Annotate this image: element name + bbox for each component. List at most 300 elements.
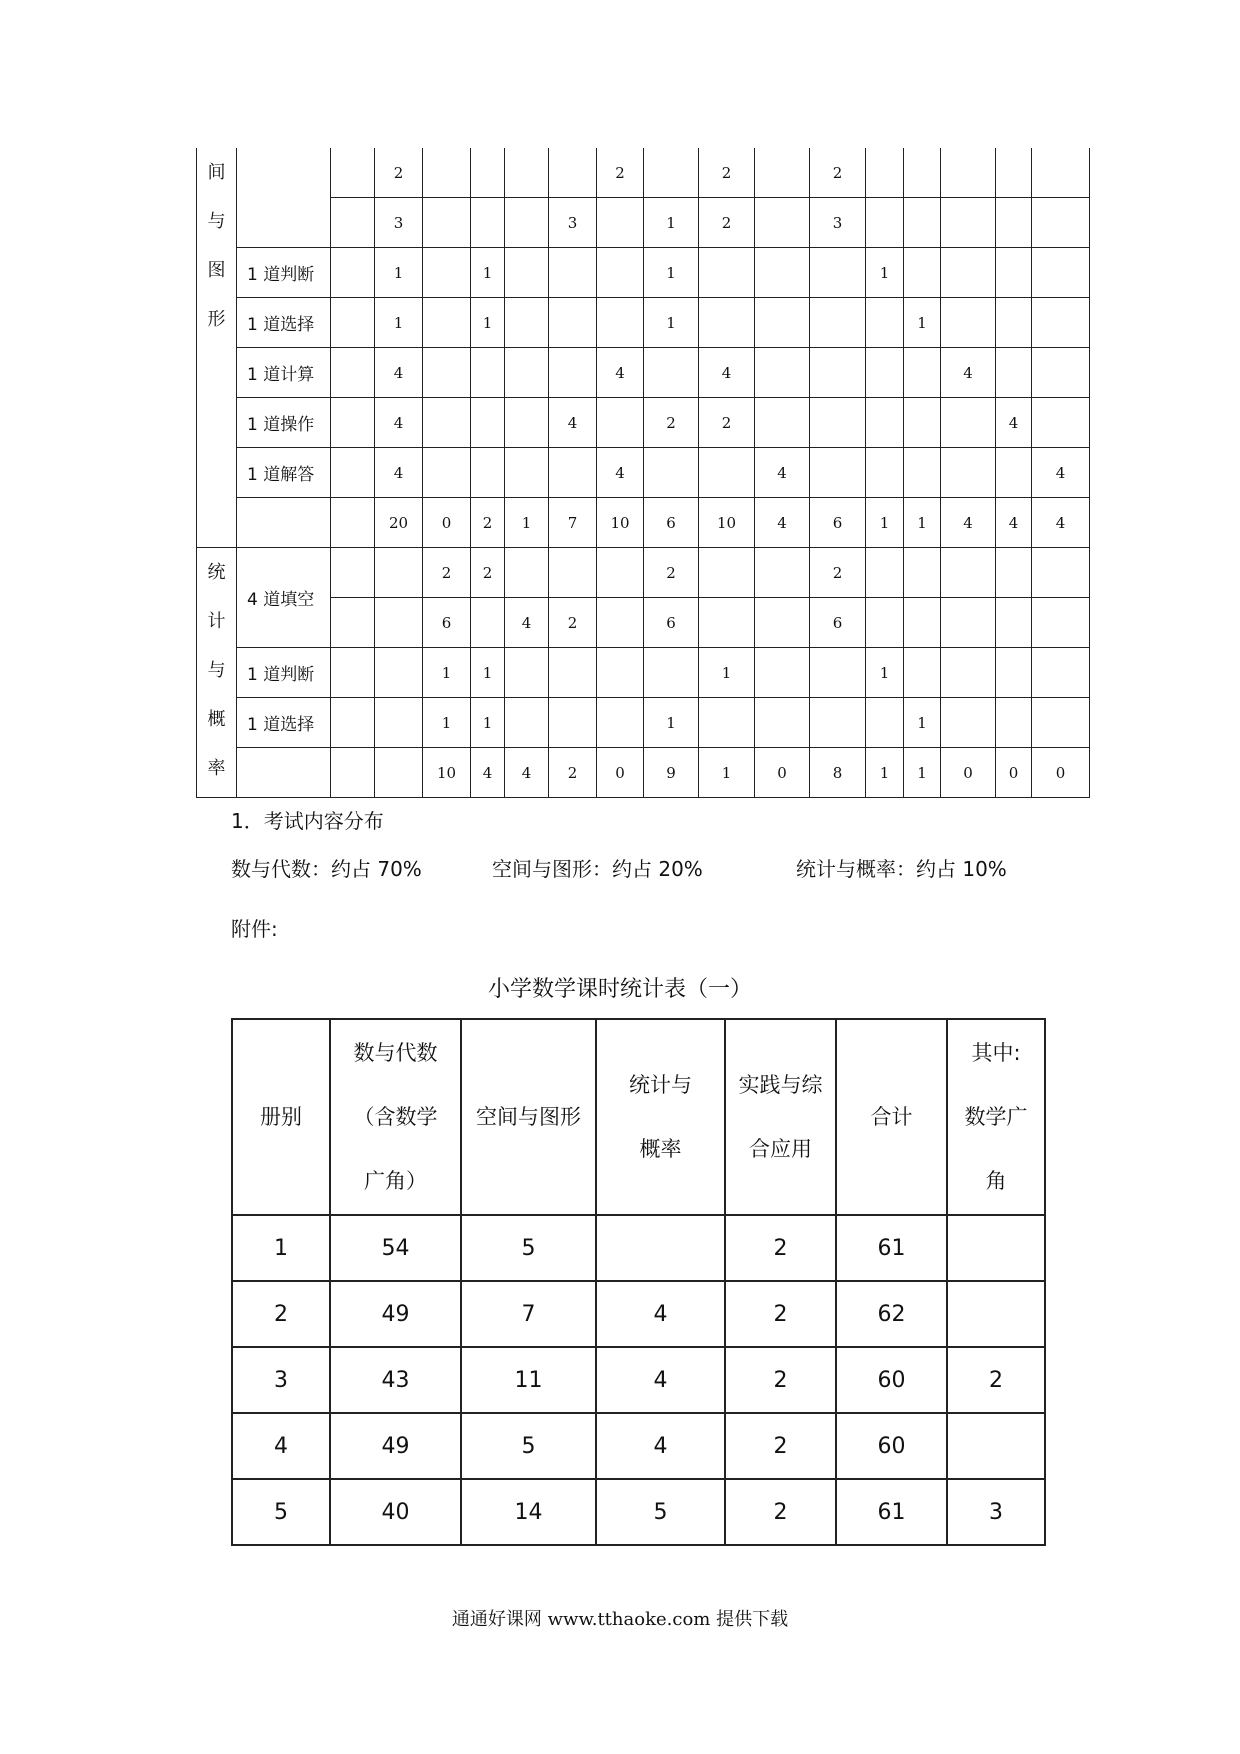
spec-cell (597, 648, 644, 698)
header-line: （含数学 (353, 1105, 438, 1129)
spec-cell (996, 198, 1032, 248)
spec-cell (904, 448, 941, 498)
domain-char: 与 (207, 660, 226, 681)
spec-cell (755, 248, 810, 298)
spec-cell (597, 398, 644, 448)
spec-cell (331, 148, 375, 198)
question-type: 1 道解答 (237, 448, 331, 498)
spec-cell: 0 (941, 748, 996, 798)
spec-row (197, 748, 1090, 798)
spec-cell (1032, 648, 1090, 698)
spec-cell (423, 348, 471, 398)
question-type: 1 道判断 (237, 248, 331, 298)
spec-cell (941, 298, 996, 348)
spec-cell (996, 148, 1032, 198)
domain-char: 概 (207, 709, 226, 730)
hours-header (725, 1019, 836, 1215)
spec-cell: 3 (810, 198, 866, 248)
spec-cell (644, 448, 699, 498)
domain-char: 形 (207, 309, 226, 330)
spec-cell (941, 648, 996, 698)
hours-cell (947, 1413, 1045, 1479)
spec-cell: 2 (471, 548, 505, 598)
spec-row (197, 148, 1090, 198)
dist-space-shape: 空间与图形：约占 20% (492, 857, 703, 881)
spec-cell (866, 698, 904, 748)
spec-cell (1032, 398, 1090, 448)
spec-cell: 4 (755, 498, 810, 548)
spec-cell: 1 (866, 248, 904, 298)
hours-header (596, 1019, 725, 1215)
spec-cell (375, 548, 423, 598)
question-type: 1 道选择 (237, 298, 331, 348)
spec-cell (810, 248, 866, 298)
spec-cell (904, 548, 941, 598)
header-line: 数学广 (964, 1105, 1028, 1129)
spec-cell: 4 (549, 398, 597, 448)
question-type (237, 148, 331, 248)
hours-cell: 2 (232, 1281, 330, 1347)
spec-cell: 7 (549, 498, 597, 548)
spec-cell (331, 198, 375, 248)
spec-cell (471, 398, 505, 448)
hours-cell: 2 (725, 1413, 836, 1479)
spec-cell (375, 598, 423, 648)
spec-cell (505, 248, 549, 298)
spec-cell: 4 (597, 348, 644, 398)
spec-cell (941, 198, 996, 248)
spec-cell: 8 (810, 748, 866, 798)
page-footer: 通通好课网 www.tthaoke.com 提供下载 (451, 1609, 789, 1630)
spec-cell (423, 298, 471, 348)
spec-cell (505, 698, 549, 748)
spec-cell: 1 (644, 248, 699, 298)
spec-cell (644, 148, 699, 198)
spec-cell (996, 698, 1032, 748)
spec-cell (505, 398, 549, 448)
spec-cell (941, 448, 996, 498)
spec-cell: 1 (471, 248, 505, 298)
spec-cell (549, 648, 597, 698)
hours-cell: 61 (836, 1479, 947, 1545)
spec-cell: 1 (644, 198, 699, 248)
spec-cell (597, 698, 644, 748)
domain-char: 图 (207, 260, 226, 281)
spec-cell (331, 648, 375, 698)
spec-cell (699, 548, 755, 598)
spec-cell (941, 398, 996, 448)
header-line: 统计与 (629, 1073, 692, 1097)
spec-cell (810, 298, 866, 348)
spec-cell: 4 (375, 348, 423, 398)
hours-cell: 3 (947, 1479, 1045, 1545)
spec-cell (549, 348, 597, 398)
spec-cell: 2 (549, 598, 597, 648)
spec-row (197, 248, 1090, 298)
spec-cell: 20 (375, 498, 423, 548)
spec-cell (810, 348, 866, 398)
spec-cell: 6 (810, 598, 866, 648)
spec-row (197, 398, 1090, 448)
spec-cell (755, 348, 810, 398)
spec-cell (331, 498, 375, 548)
spec-cell (471, 348, 505, 398)
dist-stats-prob: 统计与概率：约占 10% (796, 857, 1007, 881)
spec-cell: 3 (375, 198, 423, 248)
spec-cell: 2 (699, 398, 755, 448)
spec-cell (810, 398, 866, 448)
hours-cell: 2 (725, 1479, 836, 1545)
spec-cell (1032, 348, 1090, 398)
spec-table (196, 148, 1090, 798)
spec-cell: 1 (904, 298, 941, 348)
spec-cell (810, 448, 866, 498)
spec-cell: 1 (866, 648, 904, 698)
spec-cell (904, 198, 941, 248)
hours-cell: 4 (232, 1413, 330, 1479)
spec-cell (996, 298, 1032, 348)
spec-cell (941, 248, 996, 298)
spec-cell (505, 198, 549, 248)
spec-cell (996, 248, 1032, 298)
question-type: 1 道计算 (237, 348, 331, 398)
header-line: 概率 (639, 1137, 682, 1161)
spec-cell (904, 248, 941, 298)
spec-cell: 2 (597, 148, 644, 198)
spec-cell: 6 (423, 598, 471, 648)
spec-cell (699, 298, 755, 348)
spec-cell: 4 (996, 498, 1032, 548)
domain-char: 与 (207, 211, 226, 232)
spec-cell (904, 648, 941, 698)
spec-cell (597, 298, 644, 348)
spec-cell (331, 248, 375, 298)
spec-cell (699, 598, 755, 648)
hours-cell: 4 (596, 1413, 725, 1479)
hours-cell: 60 (836, 1413, 947, 1479)
spec-cell: 4 (505, 598, 549, 648)
table-row (232, 1347, 1045, 1413)
spec-cell (866, 348, 904, 398)
spec-cell (644, 648, 699, 698)
spec-cell (941, 598, 996, 648)
spec-cell: 0 (755, 748, 810, 798)
spec-cell: 0 (423, 498, 471, 548)
hours-cell: 3 (232, 1347, 330, 1413)
spec-cell: 2 (699, 198, 755, 248)
question-type: 1 道选择 (237, 698, 331, 748)
hours-header (947, 1019, 1045, 1215)
spec-cell (549, 298, 597, 348)
spec-row (197, 548, 1090, 598)
spec-cell (866, 548, 904, 598)
hours-cell: 60 (836, 1347, 947, 1413)
hours-cell: 2 (725, 1281, 836, 1347)
spec-cell: 4 (471, 748, 505, 798)
hours-cell: 54 (330, 1215, 461, 1281)
spec-cell (755, 548, 810, 598)
table-row (232, 1215, 1045, 1281)
hours-header (836, 1019, 947, 1215)
spec-cell: 1 (423, 698, 471, 748)
spec-cell (755, 148, 810, 198)
spec-cell: 6 (644, 498, 699, 548)
header-line: 实践与综 (738, 1073, 823, 1097)
hours-cell: 4 (596, 1347, 725, 1413)
spec-cell: 10 (699, 498, 755, 548)
spec-cell (597, 198, 644, 248)
spec-cell (699, 698, 755, 748)
spec-cell (505, 648, 549, 698)
spec-cell (941, 148, 996, 198)
header-line: 其中: (971, 1041, 1021, 1065)
hours-cell: 5 (232, 1479, 330, 1545)
question-type: 1 道判断 (237, 648, 331, 698)
attachment-label: 附件: (231, 917, 278, 941)
spec-cell (423, 148, 471, 198)
spec-cell: 4 (505, 748, 549, 798)
spec-cell: 1 (375, 298, 423, 348)
spec-cell (597, 548, 644, 598)
spec-cell (810, 648, 866, 698)
spec-cell (505, 548, 549, 598)
spec-cell (996, 448, 1032, 498)
spec-row (197, 698, 1090, 748)
spec-cell (1032, 298, 1090, 348)
hours-header (461, 1019, 596, 1215)
spec-cell: 4 (1032, 498, 1090, 548)
spec-cell: 6 (810, 498, 866, 548)
spec-cell: 1 (423, 648, 471, 698)
header-line: 数与代数 (353, 1041, 438, 1065)
spec-cell: 1 (904, 498, 941, 548)
hours-cell: 2 (725, 1215, 836, 1281)
hours-cell: 5 (461, 1215, 596, 1281)
spec-cell (549, 548, 597, 598)
spec-cell: 4 (941, 498, 996, 548)
spec-cell: 4 (941, 348, 996, 398)
spec-cell: 4 (375, 398, 423, 448)
hours-cell: 5 (596, 1479, 725, 1545)
spec-cell (331, 448, 375, 498)
spec-cell: 2 (644, 548, 699, 598)
spec-cell: 6 (644, 598, 699, 648)
spec-cell: 1 (904, 698, 941, 748)
spec-cell (866, 148, 904, 198)
domain-char: 计 (207, 611, 226, 632)
spec-cell (1032, 248, 1090, 298)
spec-cell (331, 548, 375, 598)
spec-cell (1032, 148, 1090, 198)
hours-cell: 40 (330, 1479, 461, 1545)
spec-cell (755, 198, 810, 248)
spec-cell (755, 698, 810, 748)
spec-cell: 1 (866, 498, 904, 548)
hours-cell: 7 (461, 1281, 596, 1347)
spec-cell: 1 (471, 648, 505, 698)
header-line: 册别 (260, 1105, 302, 1129)
spec-row (197, 298, 1090, 348)
spec-cell (1032, 198, 1090, 248)
spec-cell: 4 (699, 348, 755, 398)
hours-cell (947, 1281, 1045, 1347)
spec-cell: 1 (699, 748, 755, 798)
spec-cell (549, 698, 597, 748)
spec-row (197, 648, 1090, 698)
spec-cell: 4 (996, 398, 1032, 448)
spec-cell (755, 298, 810, 348)
domain-char: 率 (207, 758, 226, 779)
spec-row (197, 448, 1090, 498)
header-line: 广角） (364, 1169, 427, 1193)
spec-cell (471, 198, 505, 248)
spec-cell (471, 598, 505, 648)
spec-cell (331, 348, 375, 398)
spec-cell: 1 (699, 648, 755, 698)
hours-cell (947, 1215, 1045, 1281)
spec-cell (375, 748, 423, 798)
spec-cell: 4 (375, 448, 423, 498)
question-type: 1 道操作 (237, 398, 331, 448)
spec-cell (904, 398, 941, 448)
spec-cell (866, 448, 904, 498)
spec-cell (904, 148, 941, 198)
spec-cell (549, 148, 597, 198)
spec-cell: 2 (810, 148, 866, 198)
exam-distribution-heading: 1．考试内容分布 (231, 809, 384, 833)
spec-cell: 10 (597, 498, 644, 548)
spec-cell (996, 598, 1032, 648)
spec-cell: 0 (996, 748, 1032, 798)
spec-cell (755, 648, 810, 698)
spec-cell: 1 (471, 298, 505, 348)
table-row (232, 1479, 1045, 1545)
hours-cell: 43 (330, 1347, 461, 1413)
spec-cell: 4 (755, 448, 810, 498)
spec-cell: 0 (1032, 748, 1090, 798)
spec-cell (549, 248, 597, 298)
question-type (237, 498, 331, 548)
spec-cell (904, 598, 941, 648)
spec-cell (471, 448, 505, 498)
spec-cell: 1 (505, 498, 549, 548)
spec-cell (597, 598, 644, 648)
hours-cell: 61 (836, 1215, 947, 1281)
spec-cell (423, 398, 471, 448)
spec-cell (1032, 548, 1090, 598)
spec-cell (810, 698, 866, 748)
spec-cell: 4 (597, 448, 644, 498)
spec-cell (866, 298, 904, 348)
spec-cell: 4 (1032, 448, 1090, 498)
spec-cell: 2 (471, 498, 505, 548)
spec-row (197, 348, 1090, 398)
spec-cell (996, 348, 1032, 398)
header-line: 空间与图形 (476, 1105, 581, 1129)
hours-cell: 11 (461, 1347, 596, 1413)
spec-cell (505, 148, 549, 198)
spec-cell (471, 148, 505, 198)
spec-cell: 3 (549, 198, 597, 248)
hours-cell: 2 (947, 1347, 1045, 1413)
dist-number-algebra: 数与代数：约占 70% (231, 857, 422, 881)
spec-cell (331, 298, 375, 348)
spec-cell (904, 348, 941, 398)
domain-stats-prob (197, 548, 237, 798)
hours-cell: 49 (330, 1281, 461, 1347)
spec-cell (866, 198, 904, 248)
spec-cell: 2 (423, 548, 471, 598)
domain-char: 统 (207, 562, 226, 583)
spec-cell (866, 598, 904, 648)
spec-cell (375, 648, 423, 698)
hours-cell: 2 (725, 1347, 836, 1413)
spec-cell: 2 (549, 748, 597, 798)
hours-header (330, 1019, 461, 1215)
spec-cell: 9 (644, 748, 699, 798)
header-line: 合应用 (749, 1137, 812, 1161)
spec-cell (996, 548, 1032, 598)
hours-cell (596, 1215, 725, 1281)
spec-cell: 1 (644, 698, 699, 748)
spec-cell (699, 448, 755, 498)
spec-cell (866, 398, 904, 448)
spec-cell: 0 (597, 748, 644, 798)
spec-cell: 1 (375, 248, 423, 298)
spec-cell (755, 398, 810, 448)
spec-cell (996, 648, 1032, 698)
spec-cell (1032, 698, 1090, 748)
hours-header (232, 1019, 330, 1215)
domain-char: 间 (207, 162, 226, 183)
spec-cell (941, 548, 996, 598)
hours-cell: 14 (461, 1479, 596, 1545)
hours-cell: 62 (836, 1281, 947, 1347)
table-row (232, 1281, 1045, 1347)
hours-table-title: 小学数学课时统计表（一） (487, 977, 752, 1002)
spec-cell (331, 598, 375, 648)
spec-cell: 1 (904, 748, 941, 798)
hours-cell: 1 (232, 1215, 330, 1281)
spec-cell (505, 348, 549, 398)
spec-cell (505, 298, 549, 348)
hours-cell: 5 (461, 1413, 596, 1479)
spec-cell (699, 248, 755, 298)
spec-row (197, 598, 1090, 648)
question-type (237, 748, 331, 798)
spec-cell: 1 (866, 748, 904, 798)
spec-cell (423, 198, 471, 248)
spec-cell: 2 (375, 148, 423, 198)
spec-cell: 10 (423, 748, 471, 798)
spec-cell: 1 (471, 698, 505, 748)
spec-cell (1032, 598, 1090, 648)
hours-cell: 4 (596, 1281, 725, 1347)
spec-cell (755, 598, 810, 648)
header-line: 角 (985, 1169, 1007, 1193)
hours-table (231, 1018, 1046, 1546)
spec-row (197, 498, 1090, 548)
spec-cell (331, 748, 375, 798)
hours-cell: 49 (330, 1413, 461, 1479)
question-type: 4 道填空 (237, 548, 331, 648)
spec-cell (423, 248, 471, 298)
spec-row (197, 198, 1090, 248)
header-line: 合计 (870, 1105, 913, 1129)
spec-cell (941, 698, 996, 748)
spec-cell (375, 698, 423, 748)
spec-cell (644, 348, 699, 398)
